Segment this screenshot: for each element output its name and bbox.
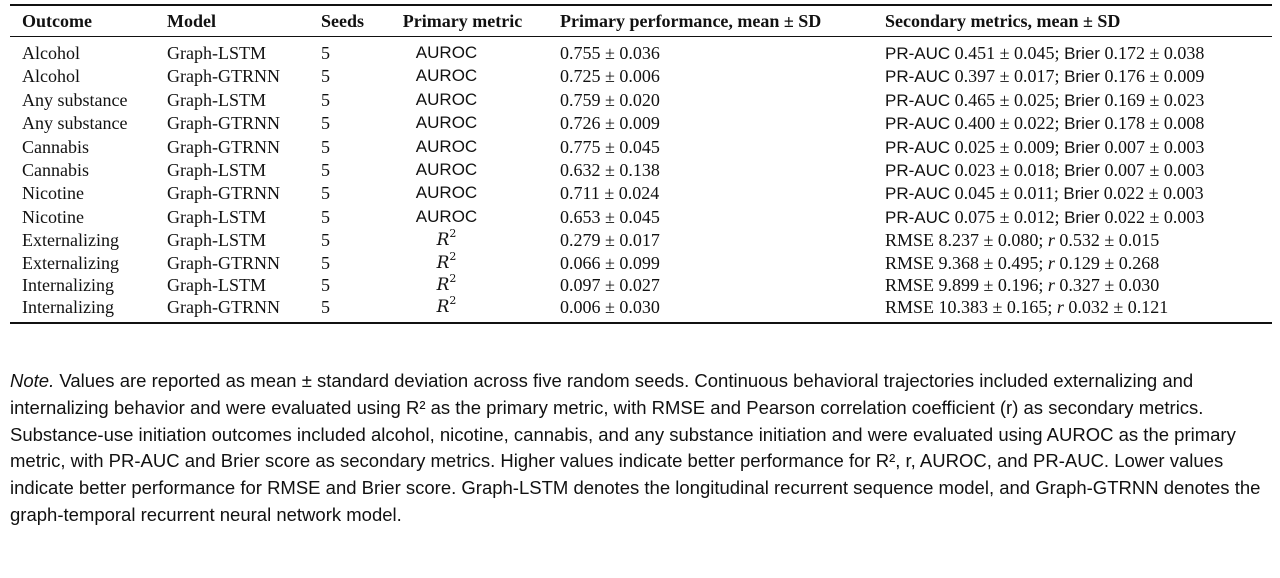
cell-seeds: 5 (321, 275, 330, 296)
table-row (10, 274, 1272, 296)
table-row (10, 65, 1272, 88)
cell-primary-performance: 0.759 ± 0.020 (560, 89, 660, 110)
cell-outcome: Internalizing (22, 297, 114, 318)
cell-model: Graph-GTRNN (167, 136, 280, 157)
cell-primary-performance: 0.279 ± 0.017 (560, 230, 660, 251)
results-table (10, 4, 1272, 324)
note-text: Values are reported as mean ± standard deviation across five random seeds. Continuous behavioral trajectories included externalizing and internalizing behavior and were evaluated using R² as the primary metric, with RMSE and Pearson correlation coefficient (r) as secondary metrics. Substance-use initiation outcomes included alcohol, nicotine, cannabis, and any substance initiation and were evaluated using AUROC as the primary metric, with PR-AUC and Brier score as secondary metrics. Higher values indicate better performance for R², r, AUROC, and PR-AUC. Lower values indicate better performance for RMSE and Brier score. Graph-LSTM denotes the longitudinal recurrent sequence model, and Graph-GTRNN denotes the graph-temporal recurrent neural network model. (10, 370, 1261, 525)
header-outcome: Outcome (22, 10, 92, 31)
cell-primary-metric: AUROC (415, 206, 478, 226)
cell-primary-metric: $R^2$ (436, 249, 457, 273)
table-row (10, 206, 1272, 229)
cell-secondary-metrics: RMSE 9.899 ± 0.196; r 0.327 ± 0.030 (885, 275, 1160, 296)
cell-model: Graph-GTRNN (167, 183, 280, 204)
cell-primary-performance: 0.726 ± 0.009 (560, 113, 660, 134)
cell-outcome: Nicotine (22, 206, 84, 227)
cell-outcome: Alcohol (22, 43, 80, 63)
cell-outcome: Internalizing (22, 275, 114, 296)
cell-model: Graph-LSTM (167, 43, 266, 63)
cell-model: Graph-GTRNN (167, 252, 280, 273)
cell-model: Graph-LSTM (167, 275, 266, 296)
header-model: Model (167, 10, 216, 31)
cell-seeds: 5 (321, 230, 330, 251)
header-seeds: Seeds (321, 10, 365, 31)
cell-secondary-metrics: PR-AUC 0.465 ± 0.025; Brier 0.169 ± 0.023 (885, 89, 1205, 110)
cell-model: Graph-LSTM (167, 230, 266, 251)
cell-seeds: 5 (321, 66, 330, 87)
cell-primary-performance: 0.653 ± 0.045 (560, 206, 660, 227)
cell-outcome: Any substance (22, 113, 128, 134)
table-row (10, 136, 1272, 159)
cell-seeds: 5 (321, 206, 330, 227)
cell-outcome: Externalizing (22, 252, 119, 273)
cell-primary-metric: AUROC (415, 66, 478, 86)
cell-primary-metric: AUROC (415, 113, 478, 133)
cell-primary-performance: 0.775 ± 0.045 (560, 136, 660, 157)
cell-primary-performance: 0.755 ± 0.036 (560, 43, 660, 63)
cell-seeds: 5 (321, 43, 330, 63)
cell-outcome: Cannabis (22, 136, 89, 157)
cell-model: Graph-GTRNN (167, 297, 280, 318)
table-row (10, 182, 1272, 205)
cell-model: Graph-GTRNN (167, 113, 280, 134)
cell-outcome: Alcohol (22, 66, 80, 87)
header-secondary-metrics: Secondary metrics, mean ± SD (885, 10, 1121, 31)
cell-primary-performance: 0.097 ± 0.027 (560, 275, 660, 296)
cell-primary-performance: 0.711 ± 0.024 (560, 183, 660, 204)
note-label: Note. (10, 370, 55, 391)
cell-primary-performance: 0.632 ± 0.138 (560, 160, 660, 181)
cell-outcome: Any substance (22, 89, 128, 110)
table-row (10, 112, 1272, 135)
cell-primary-metric: AUROC (415, 160, 478, 180)
table-row (10, 37, 1272, 66)
cell-primary-performance: 0.725 ± 0.006 (560, 66, 660, 87)
header-primary-metric: Primary metric (402, 10, 523, 31)
cell-outcome: Externalizing (22, 230, 119, 251)
table-row (10, 89, 1272, 112)
table-row (10, 229, 1272, 251)
cell-seeds: 5 (321, 89, 330, 110)
cell-model: Graph-GTRNN (167, 66, 280, 87)
cell-secondary-metrics: PR-AUC 0.400 ± 0.022; Brier 0.178 ± 0.008 (885, 113, 1205, 134)
table-body (10, 37, 1272, 323)
cell-seeds: 5 (321, 297, 330, 318)
cell-model: Graph-LSTM (167, 160, 266, 181)
cell-outcome: Nicotine (22, 183, 84, 204)
cell-secondary-metrics: PR-AUC 0.025 ± 0.009; Brier 0.007 ± 0.003 (885, 136, 1205, 157)
cell-seeds: 5 (321, 183, 330, 204)
cell-primary-metric: $R^2$ (436, 227, 457, 251)
cell-primary-metric: AUROC (415, 136, 478, 156)
cell-primary-metric: $R^2$ (436, 272, 457, 296)
cell-secondary-metrics: RMSE 9.368 ± 0.495; r 0.129 ± 0.268 (885, 252, 1160, 273)
cell-primary-metric: AUROC (415, 89, 478, 109)
table-row (10, 159, 1272, 182)
cell-seeds: 5 (321, 252, 330, 273)
cell-primary-metric: AUROC (415, 43, 478, 62)
cell-secondary-metrics: PR-AUC 0.045 ± 0.011; Brier 0.022 ± 0.003 (885, 183, 1204, 204)
header-primary-performance: Primary performance, mean ± SD (560, 10, 822, 31)
cell-primary-metric: AUROC (415, 183, 478, 203)
results-table-container (10, 4, 1272, 324)
cell-secondary-metrics: RMSE 8.237 ± 0.080; r 0.532 ± 0.015 (885, 230, 1160, 251)
cell-primary-metric: $R^2$ (436, 294, 457, 318)
cell-outcome: Cannabis (22, 160, 89, 181)
table-note (10, 368, 1274, 529)
cell-secondary-metrics: RMSE 10.383 ± 0.165; r 0.032 ± 0.121 (885, 297, 1169, 318)
cell-primary-performance: 0.066 ± 0.099 (560, 252, 660, 273)
cell-secondary-metrics: PR-AUC 0.397 ± 0.017; Brier 0.176 ± 0.009 (885, 66, 1205, 87)
cell-secondary-metrics: PR-AUC 0.075 ± 0.012; Brier 0.022 ± 0.003 (885, 206, 1205, 227)
cell-secondary-metrics: PR-AUC 0.451 ± 0.045; Brier 0.172 ± 0.038 (885, 43, 1205, 63)
cell-model: Graph-LSTM (167, 206, 266, 227)
cell-seeds: 5 (321, 160, 330, 181)
table-row (10, 296, 1272, 322)
cell-seeds: 5 (321, 136, 330, 157)
cell-secondary-metrics: PR-AUC 0.023 ± 0.018; Brier 0.007 ± 0.003 (885, 160, 1205, 181)
table-row (10, 252, 1272, 274)
cell-primary-performance: 0.006 ± 0.030 (560, 297, 660, 318)
table-header-row (10, 5, 1272, 37)
cell-seeds: 5 (321, 113, 330, 134)
cell-model: Graph-LSTM (167, 89, 266, 110)
